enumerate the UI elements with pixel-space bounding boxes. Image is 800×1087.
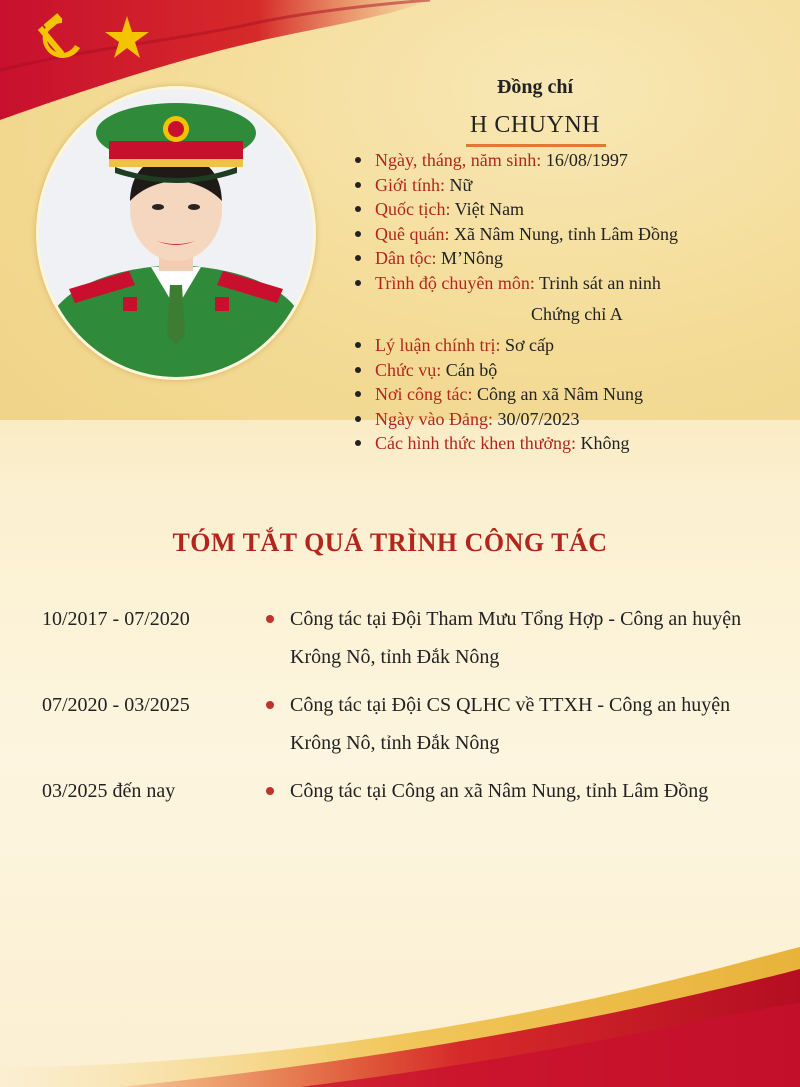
- timeline-row: [42, 686, 762, 762]
- list-item-continuation: Chứng chỉ A: [531, 304, 623, 324]
- timeline-description: Công tác tại Công an xã Nâm Nung, tỉnh Lâm Đồng: [290, 780, 709, 802]
- list-item: Quê quán: Xã Nâm Nung, tỉnh Lâm Đồng: [345, 222, 785, 247]
- hammer-sickle-icon: [38, 13, 80, 58]
- bullet-icon: [262, 772, 290, 810]
- list-item: Lý luận chính trị: Sơ cấp: [345, 333, 785, 358]
- bullet-icon: [262, 686, 290, 762]
- timeline-period: 07/2020 - 03/2025: [42, 694, 190, 716]
- portrait-photo: [36, 86, 316, 380]
- timeline-description: Công tác tại Đội CS QLHC về TTXH - Công an huyện Krông Nô, tỉnh Đắk Nông: [290, 694, 731, 754]
- timeline-period: 10/2017 - 07/2020: [42, 608, 190, 630]
- list-item: Chức vụ: Cán bộ: [345, 358, 785, 383]
- list-item: Dân tộc: M’Nông: [345, 246, 785, 271]
- timeline-row: [42, 600, 762, 676]
- person-name: H CHUYNH: [470, 112, 600, 138]
- list-item: Quốc tịch: Việt Nam: [345, 197, 785, 222]
- profile-details-list: [345, 148, 785, 456]
- honorific-label: Đồng chí: [496, 76, 574, 98]
- section-title: TÓM TẮT QUÁ TRÌNH CÔNG TÁC: [172, 528, 608, 557]
- work-history-timeline: [42, 600, 762, 820]
- timeline-row: [42, 772, 762, 810]
- list-item: Trình độ chuyên môn: Trinh sát an ninh: [345, 271, 785, 296]
- list-item: Nơi công tác: Công an xã Nâm Nung: [345, 382, 785, 407]
- list-item: Ngày vào Đảng: 30/07/2023: [345, 407, 785, 432]
- name-underline: [466, 144, 606, 147]
- timeline-period: 03/2025 đến nay: [42, 780, 176, 802]
- timeline-description: Công tác tại Đội Tham Mưu Tổng Hợp - Công an huyện Krông Nô, tỉnh Đắk Nông: [290, 608, 742, 668]
- flag-banner-bottom: [0, 917, 800, 1087]
- bullet-icon: [262, 600, 290, 676]
- list-item: Các hình thức khen thưởng: Không: [345, 431, 785, 456]
- star-icon: [105, 16, 149, 58]
- officer-portrait-icon: [39, 89, 313, 377]
- hammer-sickle-star-emblem: [22, 10, 162, 70]
- list-item: Giới tính: Nữ: [345, 173, 785, 198]
- list-item: Ngày, tháng, năm sinh: 16/08/1997: [345, 148, 785, 173]
